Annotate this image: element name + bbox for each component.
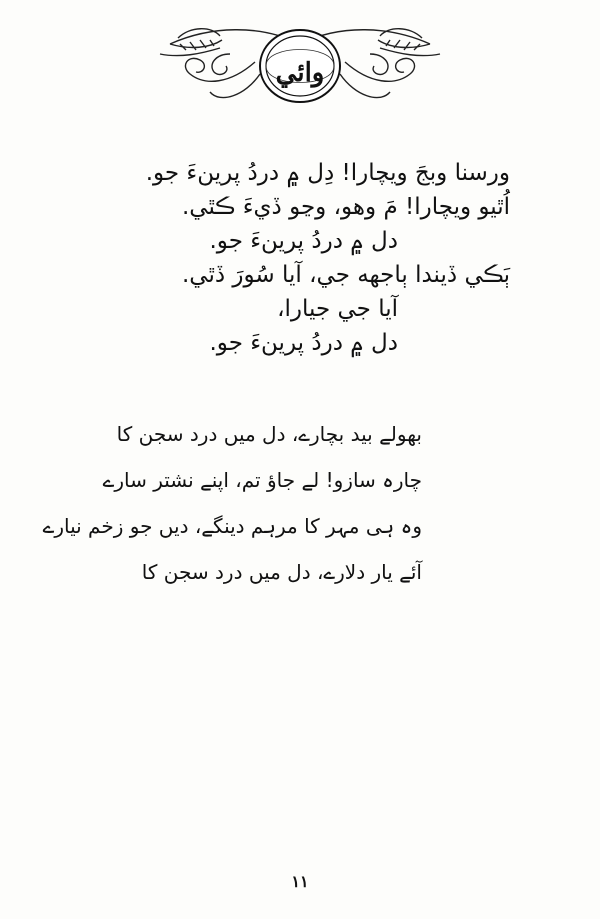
sindhi-verse <box>70 158 510 362</box>
ornamental-header <box>150 14 450 114</box>
urdu-line: وہ ہی مہر کا مرہم دینگے، دیں جو زخم نیارے <box>42 514 422 538</box>
urdu-line: بھولے بید بچارے، دل میں درد سجن کا <box>116 422 422 446</box>
sindhi-line: اُٿيو ويچارا! مَ وهو، وڃو ڏيءَ ڪٿي. <box>182 194 510 220</box>
sindhi-line: ورسنا وبجَ ويچارا! دِل ۾ دردُ پرينءَ جو. <box>145 160 510 186</box>
urdu-line: چارہ سازو! لے جاؤ تم، اپنے نشتر سارے <box>102 468 422 492</box>
sindhi-line: ٻَڪي ڏيندا ٻاجهه جي، آيا سُورَ ڏٿي. <box>181 262 510 288</box>
sindhi-refrain-line: دل ۾ دردُ پرينءَ جو. <box>209 228 398 254</box>
page-number: ۱۱ <box>291 872 309 891</box>
sindhi-refrain-line: دل ۾ دردُ پرينءَ جو. <box>209 330 398 356</box>
urdu-line: آئے یار دلارے، دل میں درد سجن کا <box>141 560 422 584</box>
sindhi-line: آيا جي جيارا، <box>277 296 398 322</box>
poem-title: وائي <box>275 58 325 88</box>
urdu-verse <box>42 418 422 602</box>
